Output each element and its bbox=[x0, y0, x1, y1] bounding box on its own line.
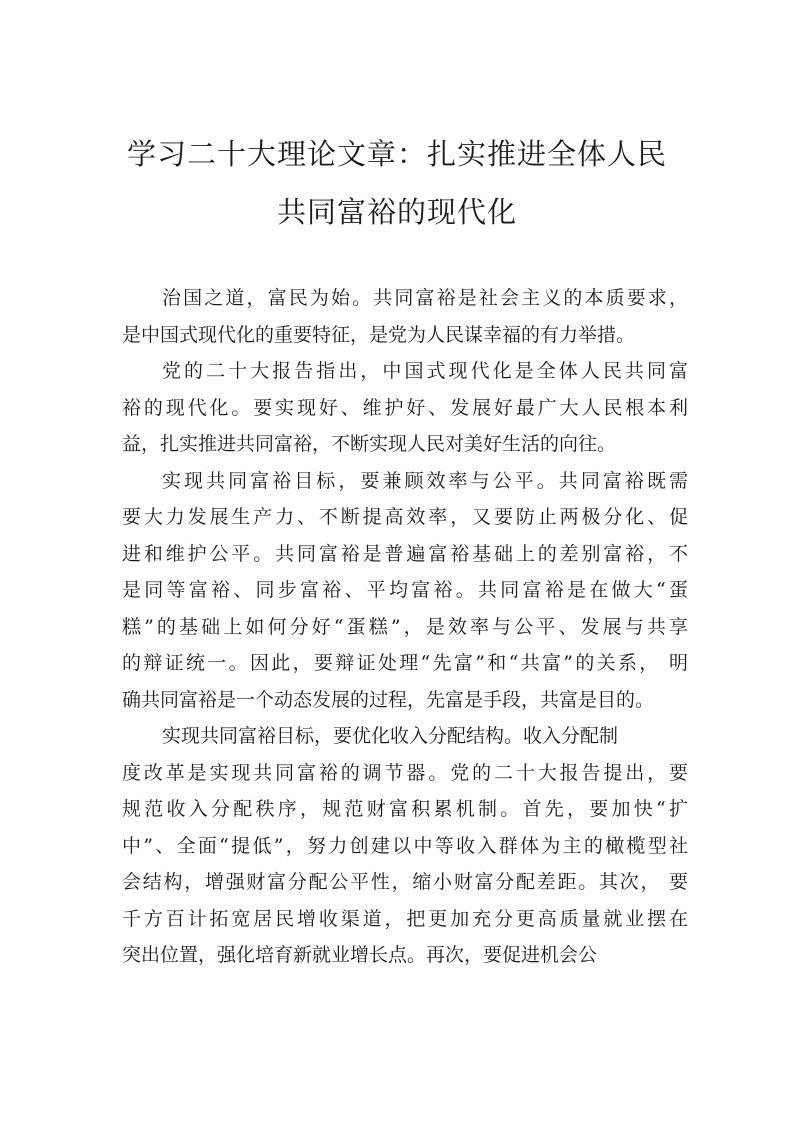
body-line: 益，扎实推进共同富裕，不断实现人民对美好生活的向往。 bbox=[122, 433, 617, 455]
body-line: 是同等富裕、同步富裕、平均富裕。共同富裕是在做大“蛋 bbox=[122, 579, 688, 601]
body-line: 中”、全面“提低”，努力创建以中等收入群体为主的橄榄型社 bbox=[122, 834, 688, 857]
body-line: 确共同富裕是一个动态发展的过程，先富是手段，共富是目的。 bbox=[122, 688, 655, 711]
body-line: 党的二十大报告指出，中国式现代化是全体人民共同富 bbox=[162, 360, 688, 382]
body-line: 度改革是实现共同富裕的调节器。党的二十大报告提出，要 bbox=[122, 761, 688, 784]
body-line: 突出位置，强化培育新就业增长点。再次，要促进机会公 bbox=[122, 944, 598, 966]
body-line: 实现共同富裕目标，要兼顾效率与公平。共同富裕既需 bbox=[162, 469, 688, 492]
body-line: 是中国式现代化的重要特征，是党为人民谋幸福的有力举措。 bbox=[122, 323, 636, 346]
body-line: 实现共同富裕目标，要优化收入分配结构。收入分配制 bbox=[162, 725, 619, 747]
document-title-line-2: 共同富裕的现代化 bbox=[276, 195, 517, 229]
body-line: 千方百计拓宽居民增收渠道，把更加充分更高质量就业摆在 bbox=[122, 907, 688, 930]
body-line: 的辩证统一。因此，要辩证处理“先富”和“共富”的关系， 明 bbox=[122, 652, 688, 674]
body-line: 进和维护公平。共同富裕是普遍富裕基础上的差别富裕，不 bbox=[122, 542, 688, 565]
body-line: 糕”的基础上如何分好“蛋糕”，是效率与公平、发展与共享 bbox=[122, 615, 688, 638]
body-line: 规范收入分配秩序，规范财富积累机制。首先，要加快“扩 bbox=[122, 798, 688, 820]
body-line: 裕的现代化。要实现好、维护好、发展好最广大人民根本利 bbox=[122, 396, 688, 419]
document-title-line-1: 学习二十大理论文章：扎实推进全体人民 bbox=[126, 137, 667, 171]
body-line: 要大力发展生产力、不断提高效率，又要防止两极分化、促 bbox=[122, 506, 688, 528]
document-body bbox=[122, 280, 688, 974]
body-line: 治国之道，富民为始。共同富裕是社会主义的本质要求， bbox=[162, 287, 688, 309]
body-line: 会结构，增强财富分配公平性，缩小财富分配差距。其次， 要 bbox=[122, 871, 688, 893]
